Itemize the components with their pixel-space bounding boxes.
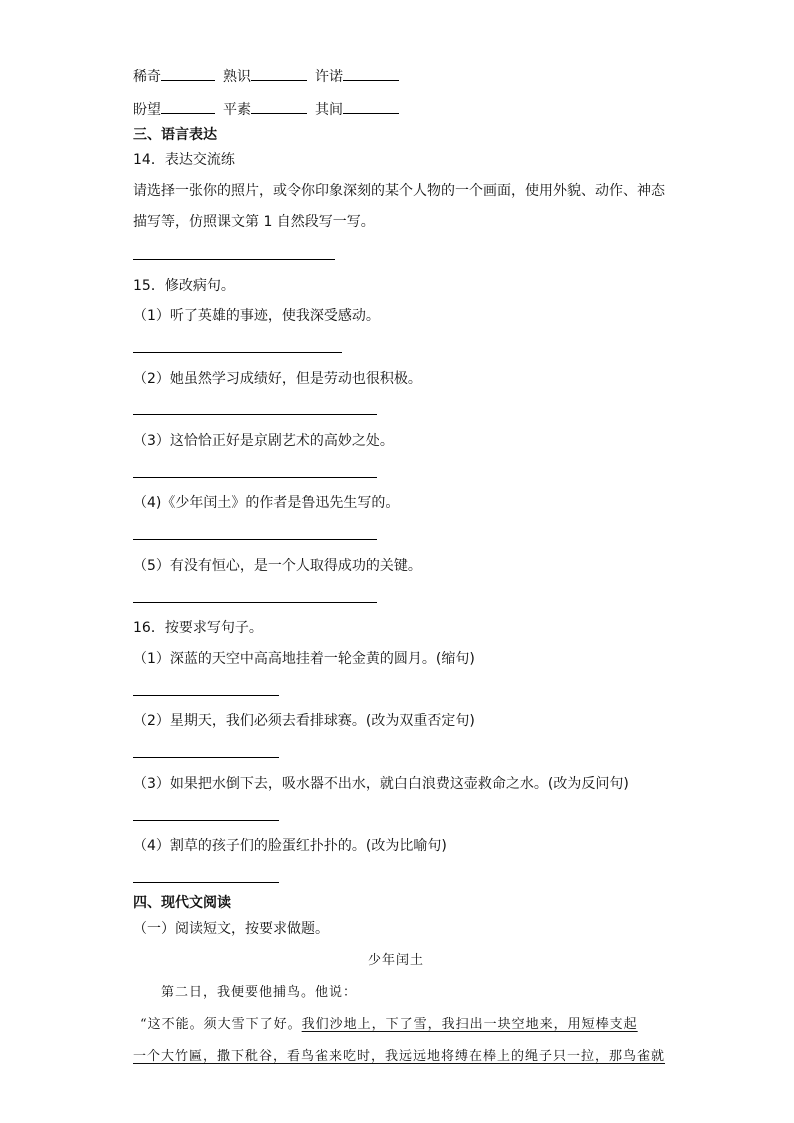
answer-line[interactable] <box>133 602 377 603</box>
question-title: 14．表达交流练 <box>133 152 235 168</box>
section-title: 四、现代文阅读 <box>133 895 231 911</box>
question-item: （4）割草的孩子们的脸蛋红扑扑的。(改为比喻句) <box>133 838 447 854</box>
question-item: （5）有没有恒心，是一个人取得成功的关键。 <box>133 558 422 574</box>
question-text: 描写等，仿照课文第 1 自然段写一写。 <box>133 214 375 230</box>
question-text: 请选择一张你的照片，或令你印象深刻的某个人物的一个画面，使用外貌、动作、神态 <box>133 183 665 199</box>
question-item: （4)《少年闰土》的作者是鲁迅先生写的。 <box>133 495 400 511</box>
vocab-row-1 <box>133 66 399 87</box>
passage-underlined-text: 我们沙地上，下了雪，我扫出一块空地来，用短棒支起 <box>301 1017 638 1032</box>
question-item: （1）听了英雄的事迹，使我深受感动。 <box>133 308 380 324</box>
section-title: 三、语言表达 <box>133 127 217 143</box>
question-item: （3）这恰恰正好是京剧艺术的高妙之处。 <box>133 433 394 449</box>
answer-line[interactable] <box>133 352 342 353</box>
vocab-blank[interactable] <box>343 99 399 114</box>
vocab-word: 平素 <box>223 102 251 118</box>
vocab-blank[interactable] <box>161 66 215 81</box>
answer-line[interactable] <box>133 820 279 821</box>
question-title: 16．按要求写句子。 <box>133 620 263 636</box>
passage-paragraph <box>140 1015 638 1035</box>
vocab-word: 熟识 <box>223 69 251 85</box>
question-item: （3）如果把水倒下去，吸水器不出水，就白白浪费这壶救命之水。(改为反问句) <box>133 776 629 792</box>
vocab-blank[interactable] <box>251 66 307 81</box>
passage-text: “这不能。须大雪下了好。 <box>140 1017 302 1032</box>
answer-line[interactable] <box>133 695 279 696</box>
answer-line[interactable] <box>133 259 335 260</box>
vocab-word: 稀奇 <box>133 69 161 85</box>
section-instruction: （一）阅读短文，按要求做题。 <box>133 921 329 937</box>
vocab-word: 盼望 <box>133 102 161 118</box>
question-item: （2）星期天，我们必须去看排球赛。(改为双重否定句) <box>133 713 475 729</box>
vocab-blank[interactable] <box>161 99 215 114</box>
question-item: （1）深蓝的天空中高高地挂着一轮金黄的圆月。(缩句) <box>133 651 475 667</box>
vocab-blank[interactable] <box>251 99 307 114</box>
question-item: （2）她虽然学习成绩好，但是劳动也很积极。 <box>133 371 422 387</box>
answer-line[interactable] <box>133 539 377 540</box>
passage-title: 少年闰土 <box>368 953 425 968</box>
answer-line[interactable] <box>133 882 279 883</box>
question-title: 15．修改病句。 <box>133 278 235 294</box>
answer-line[interactable] <box>133 757 279 758</box>
answer-line[interactable] <box>133 414 377 415</box>
passage-paragraph: 第二日，我便要他捕鸟。他说： <box>161 985 358 1000</box>
answer-line[interactable] <box>133 477 377 478</box>
passage-underlined-text: 一个大竹匾，撒下秕谷，看鸟雀来吃时，我远远地将缚在棒上的绳子只一拉，那鸟雀就 <box>133 1049 666 1064</box>
vocab-row-2 <box>133 99 399 120</box>
vocab-word: 其间 <box>315 102 343 118</box>
vocab-blank[interactable] <box>343 66 399 81</box>
vocab-word: 许诺 <box>315 69 343 85</box>
